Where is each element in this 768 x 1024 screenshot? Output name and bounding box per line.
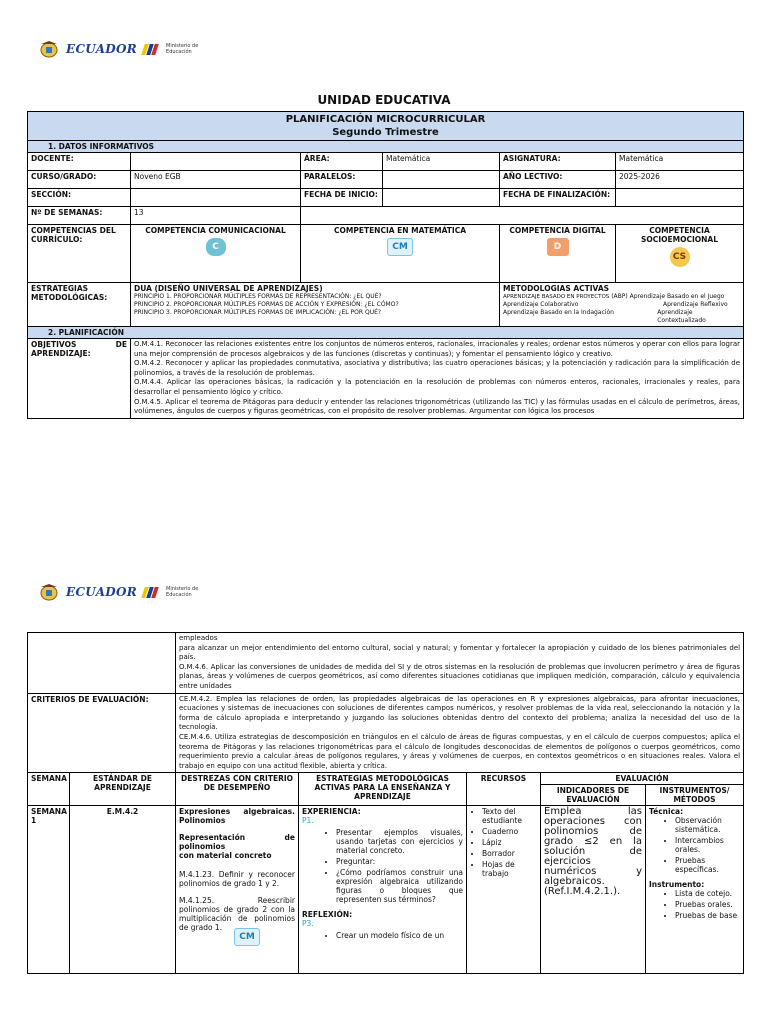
list-item: • ¿Cómo podríamos construir una expresión algebraica utilizando figuras o bloques que representen sus términos? xyxy=(336,868,463,904)
competencia-matematica xyxy=(301,225,500,283)
fecha-inicio-label: FECHA DE INICIO: xyxy=(301,189,383,207)
p1-label: P1. xyxy=(302,816,314,826)
plan-title-cell xyxy=(28,112,744,141)
brand-ministry-2: Ministerio de Educación xyxy=(166,586,199,598)
plan-title: PLANIFICACIÓN MICROCURRICULAR xyxy=(285,114,486,125)
header-estrategias: ESTRATEGIAS METODOLÓGICAS ACTIVAS PARA LA ENSEÑANZA Y APRENDIZAJE xyxy=(299,773,467,806)
header-destrezas: DESTREZAS CON CRITERIO DE DESEMPEÑO xyxy=(176,773,299,806)
paralelos-label: PARALELOS: xyxy=(301,171,383,189)
matematica-icon: CM xyxy=(387,238,413,256)
brand-ecuador: ECUADOR xyxy=(66,42,138,56)
list-item: • Observación sistemática. xyxy=(675,816,740,834)
objetivos-label: OBJETIVOS DE APRENDIZAJE: xyxy=(28,339,131,419)
metodologia-abp: APRENDIZAJE BASADO EN PROYECTOS xyxy=(503,294,610,300)
reflexion-list xyxy=(302,931,463,940)
objetivo-4: O.M.4.5. Aplicar el teorema de Pitágoras para deducir y entender las relaciones trigonométricas (utilizando las TIC) y las fórmulas usadas en el cálculo de perímetros, áreas, volúmenes, ángulos de cuerpos y figuras geométricas, con el propósito de resolver problemas. Argumentar con lógica los procesos xyxy=(134,397,741,416)
flag-stripes-icon xyxy=(143,44,157,55)
fecha-fin-value[interactable] xyxy=(616,189,744,207)
competencia-digital-label: COMPETENCIA DIGITAL xyxy=(509,226,606,235)
metodologias-title: METODOLOGIAS ACTIVAS xyxy=(503,284,610,293)
objetivo-4-cont: empleados xyxy=(179,634,218,642)
metodologia-juego: (ABP) Aprendizaje Basado en el Juego xyxy=(609,293,725,300)
criterio-2: CE.M.4.6. Utiliza estrategias de descomposición en triángulos en el cálculo de áreas de figuras compuestas, y en el cálculo de cuerpos compuestos; aplica el teorema de Pitágoras y las relaciones trigonométricas para el cálculo de longitudes desconocidas de elementos de polígonos o cuerpos geométricos, como requerimiento previo a calcular áreas de polígonos regulares, y áreas y volúmenes de cuerpos, en contextos geométricos o en situaciones reales. Valora el trabajo en equipo con una actitud flexible, abierta y crítica. xyxy=(179,732,741,770)
p3-label: P3. xyxy=(302,919,314,929)
area-value: Matemática xyxy=(383,153,500,171)
objetivos-cont-label xyxy=(28,633,176,694)
dua-cell xyxy=(131,283,500,327)
row-recursos xyxy=(467,806,541,974)
seccion-label: SECCIÓN: xyxy=(28,189,131,207)
asignatura-value: Matemática xyxy=(616,153,744,171)
metodologia-colaborativo: Aprendizaje Colaborativo xyxy=(503,301,579,308)
estrategias-label: ESTRATEGIAS METODOLÓGICAS: xyxy=(28,283,131,327)
tecnicas-list xyxy=(649,816,740,874)
objetivo-1: O.M.4.1. Reconocer las relaciones existentes entre los conjuntos de números enteros, racionales, irracionales y reales; ordenar estos números y operar con ellos para lograr una mejor comprensión de procesos algebraicos y de las funciones (discretas y continuas); y fomentar el pensamiento lógico y creativo. xyxy=(134,340,741,358)
area-label: ÁREA: xyxy=(301,153,383,171)
metodologia-reflexivo: Aprendizaje Reflexivo xyxy=(663,301,728,308)
criterios-cell xyxy=(176,693,744,773)
docente-value[interactable] xyxy=(131,153,301,171)
row-destrezas xyxy=(176,806,299,974)
section-1-title: 1. DATOS INFORMATIVOS xyxy=(28,141,744,153)
header-logo-page-2 xyxy=(38,583,200,601)
brand-ministry: Ministerio de Educación xyxy=(166,43,199,55)
digital-icon: D xyxy=(547,238,569,256)
anio-label: AÑO LECTIVO: xyxy=(500,171,616,189)
list-item: • Crear un modelo físico de un xyxy=(336,931,463,940)
list-item: • Intercambios orales. xyxy=(675,836,740,854)
destreza-2: M.4.1.25. Reescribir polinomios de grado 2 con la multiplicación de polinomios de grado 1. xyxy=(179,896,295,933)
cm-icon: CM xyxy=(234,928,260,946)
list-item: • Presentar ejemplos visuales, usando tarjetas con ejercicios y material concreto. xyxy=(336,828,463,855)
competencia-socioemocional xyxy=(616,225,744,283)
competencia-comunicacional xyxy=(131,225,301,283)
dua-title: DUA (DISEÑO UNIVERSAL DE APRENDIZAJES) xyxy=(134,284,323,293)
curso-value: Noveno EGB xyxy=(131,171,301,189)
asignatura-label: ASIGNATURA: xyxy=(500,153,616,171)
list-item: • Lista de cotejo. xyxy=(675,889,740,898)
info-table xyxy=(27,111,744,419)
metodologias-cell xyxy=(500,283,744,327)
destreza-sub-2: con material concreto xyxy=(179,851,272,861)
ecuador-shield-icon xyxy=(38,583,60,601)
list-item: • Pruebas específicas. xyxy=(675,856,740,874)
ecuador-shield-icon xyxy=(38,40,60,58)
dua-principle-3: PRINCIPIO 3. PROPORCIONAR MÚLTIPLES FORMAS DE IMPLICACIÓN: ¿EL POR QUÉ? xyxy=(134,309,382,316)
dua-principle-1: PRINCIPIO 1. PROPORCIONAR MÚLTIPLES FORMAS DE REPRESENTACIÓN: ¿EL QUÉ? xyxy=(134,293,382,300)
curso-label: CURSO/GRADO: xyxy=(28,171,131,189)
metodologia-indagacion: Aprendizaje Basado en la Indagación xyxy=(503,309,614,316)
competencia-socio-label: COMPETENCIA SOCIOEMOCIONAL xyxy=(641,226,718,244)
recursos-list xyxy=(470,807,537,878)
competencia-digital xyxy=(500,225,616,283)
criterio-1: CE.M.4.2. Emplea las relaciones de orden, las propiedades algebraicas de las operaciones en R y expresiones algebraicas, para afrontar inecuaciones, ecuaciones y sistemas de inecuaciones con soluciones de diferentes campos numéricos, y resolver problemas de la vida real, seleccionando la notación y la forma de cálculo apropiada e interpretando y juzgando las soluciones obtenidas dentro del contexto del problema; analiza la necesidad del uso de la tecnología. xyxy=(179,694,741,732)
criterios-label: CRITERIOS DE EVALUACIÓN: xyxy=(28,693,176,773)
docente-label: DOCENTE: xyxy=(28,153,131,171)
instrumentos-list xyxy=(649,889,740,920)
list-item: • Hojas de trabajo xyxy=(482,860,537,878)
reflexion-label: REFLEXIÓN: xyxy=(302,910,353,920)
list-item: • Borrador xyxy=(482,849,537,858)
header-instrumentos: INSTRUMENTOS/ MÉTODOS xyxy=(646,785,744,806)
term-title: Segundo Trimestre xyxy=(332,127,439,138)
destreza-1: M.4.1.23. Definir y reconocer polinomios de grado 1 y 2. xyxy=(179,870,295,889)
objetivo-4-rest: para alcanzar un mejor entendimiento del entorno cultural, social y natural; y fomentar y fortalecer la apropiación y cuidado de los bienes patrimoniales del país. xyxy=(179,643,741,662)
list-item: • Cuaderno xyxy=(482,827,537,836)
objetivo-2: O.M.4.2. Reconocer y aplicar las propiedades conmutativa, asociativa y distributiva; las cuatro operaciones básicas; y la potenciación y radicación para la simplificación de polinomios, a través de la resolución de problemas. xyxy=(134,359,741,377)
objetivo-5: O.M.4.6. Aplicar las conversiones de unidades de medida del SI y de otros sistemas en la resolución de problemas que involucren perímetro y área de figuras planas, áreas y volúmenes de cuerpos geométricos, así como diferentes situaciones cotidianas que impliquen medición, comparación, cálculo y equivalencia entre unidades xyxy=(179,662,741,690)
dua-principle-2: PRINCIPIO 2. PROPORCIONAR MÚLTIPLES FORMAS DE ACCIÓN Y EXPRESIÓN: ¿EL CÓMO? xyxy=(134,301,399,308)
instrumento-label: Instrumento: xyxy=(649,880,705,890)
semanas-value: 13 xyxy=(131,207,301,225)
list-item: • Pruebas orales. xyxy=(675,900,740,909)
list-item: • Pruebas de base xyxy=(675,911,740,920)
brand-ecuador-2: ECUADOR xyxy=(66,585,138,599)
semanas-empty xyxy=(301,207,744,225)
list-item: • Preguntar: xyxy=(336,857,463,866)
experiencia-list xyxy=(302,828,463,904)
fecha-fin-label: FECHA DE FINALIZACIÓN: xyxy=(500,189,616,207)
experiencia-label: EXPERIENCIA: xyxy=(302,807,361,817)
metodologia-contextualizado: Aprendizaje Contextualizado xyxy=(657,309,706,324)
socioemocional-icon: CS xyxy=(670,247,690,267)
header-evaluacion: EVALUACIÓN xyxy=(541,773,744,785)
competencia-matematica-label: COMPETENCIA EN MATEMÁTICA xyxy=(333,226,467,235)
row-semana: SEMANA 1 xyxy=(28,806,70,974)
anio-value: 2025-2026 xyxy=(616,171,744,189)
section-2-title: 2. PLANIFICACIÓN xyxy=(28,327,744,339)
planning-table xyxy=(27,632,744,974)
header-estandar: ESTÁNDAR DE APRENDIZAJE xyxy=(70,773,176,806)
row-indicador: Emplea las operaciones con polinomios de grado ≤2 en la solución de ejercicios numéricos y algebraicos. (Ref.I.M.4.2.1.). xyxy=(541,806,646,974)
header-logo xyxy=(38,40,200,58)
destreza-sub-1: Representación de polinomios xyxy=(179,833,295,852)
objetivos-cont-cell xyxy=(176,633,744,694)
row-estandar: E.M.4.2 xyxy=(70,806,176,974)
list-item: • Lápiz xyxy=(482,838,537,847)
tecnica-label: Técnica: xyxy=(649,807,684,817)
header-semana: SEMANA xyxy=(28,773,70,806)
header-indicadores: INDICADORES DE EVALUACIÓN xyxy=(541,785,646,806)
school-title: UNIDAD EDUCATIVA xyxy=(317,93,451,107)
row-instrumentos xyxy=(646,806,744,974)
row-estrategias xyxy=(299,806,467,974)
semanas-label: Nº DE SEMANAS: xyxy=(28,207,131,225)
objetivo-3: O.M.4.4. Aplicar las operaciones básicas, la radicación y la potenciación en la resolución de problemas con números enteros, racionales, irracionales y reales, para desarrollar el pensamiento lógico y crítico. xyxy=(134,378,741,396)
competencias-label: COMPETENCIAS DEL CURRÍCULO: xyxy=(28,225,131,283)
seccion-value[interactable] xyxy=(131,189,301,207)
fecha-inicio-value[interactable] xyxy=(383,189,500,207)
header-recursos: RECURSOS xyxy=(467,773,541,806)
paralelos-value[interactable] xyxy=(383,171,500,189)
list-item: • Texto del estudiante xyxy=(482,807,537,825)
flag-stripes-icon xyxy=(143,587,157,598)
comunicacional-icon: C xyxy=(206,238,226,256)
destreza-title: Expresiones algebraicas. Polinomios xyxy=(179,807,295,826)
objetivos-cell xyxy=(131,339,744,419)
competencia-comunicacional-label: COMPETENCIA COMUNICACIONAL xyxy=(145,226,286,235)
